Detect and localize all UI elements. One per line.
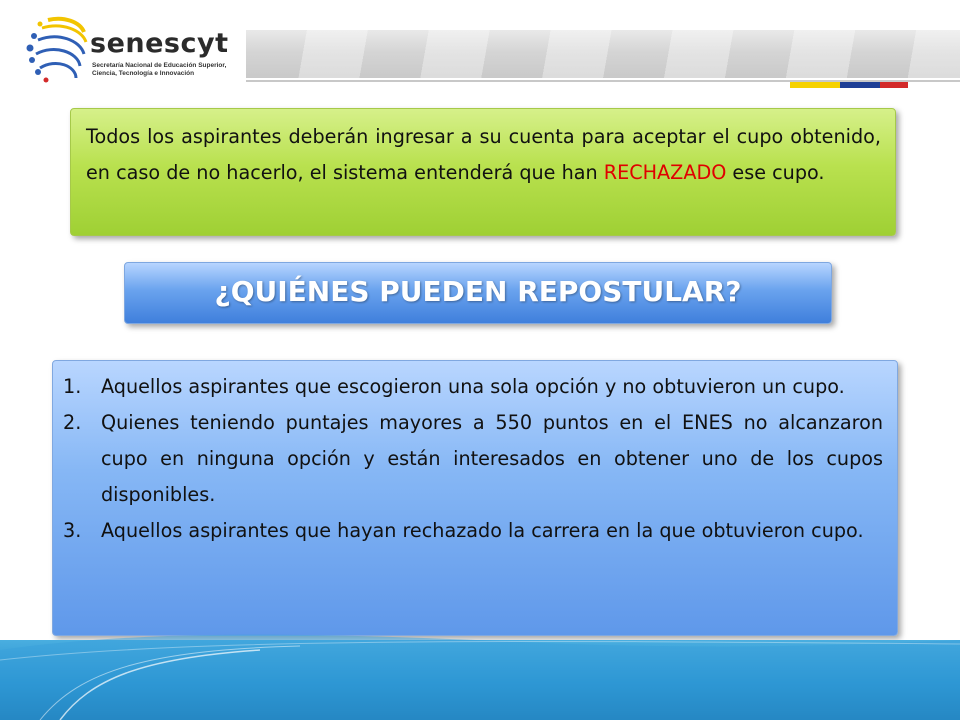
footer-swoosh: [0, 620, 960, 720]
list-item-text: Aquellos aspirantes que hayan rechazado la carrera en la que obtuvieron cupo.: [101, 519, 864, 542]
notice-box: [70, 108, 896, 236]
list-item-number: 3.: [63, 519, 82, 542]
list-box: [52, 360, 898, 636]
list-item-text: Quienes teniendo puntajes mayores a 550 puntos en el ENES no alcanzaron cupo en ninguna opción y están interesados en obtener uno de los cupos disponibles.: [101, 411, 883, 506]
flag-stripe-red: [880, 82, 908, 88]
list-item: [63, 405, 883, 513]
list-item-number: 2.: [63, 411, 82, 434]
notice-text: [86, 119, 881, 191]
brand-name: senescyt: [90, 28, 229, 59]
list-item: [63, 513, 883, 549]
title-box: [124, 262, 832, 324]
header-banner: [246, 30, 960, 78]
list-item-text: Aquellos aspirantes que escogieron una sola opción y no obtuvieron un cupo.: [101, 375, 845, 398]
section-title: ¿QUIÉNES PUEDEN REPOSTULAR?: [214, 275, 742, 308]
flag-stripe-blue: [840, 82, 880, 88]
notice-highlight: RECHAZADO: [603, 161, 727, 184]
list-item: [63, 369, 883, 405]
brand-subtitle: Secretaría Nacional de Educación Superior, Ciencia, Tecnología e Innovación: [92, 62, 227, 77]
senescyt-logo: [18, 8, 248, 86]
flag-stripe-yellow: [790, 82, 840, 88]
notice-text-before: Todos los aspirantes deberán ingresar a su cuenta para aceptar el cupo obtenido, en caso de no hacerlo, el sistema entenderá que han: [86, 125, 881, 184]
list-item-number: 1.: [63, 375, 82, 398]
notice-text-after: ese cupo.: [726, 161, 825, 184]
